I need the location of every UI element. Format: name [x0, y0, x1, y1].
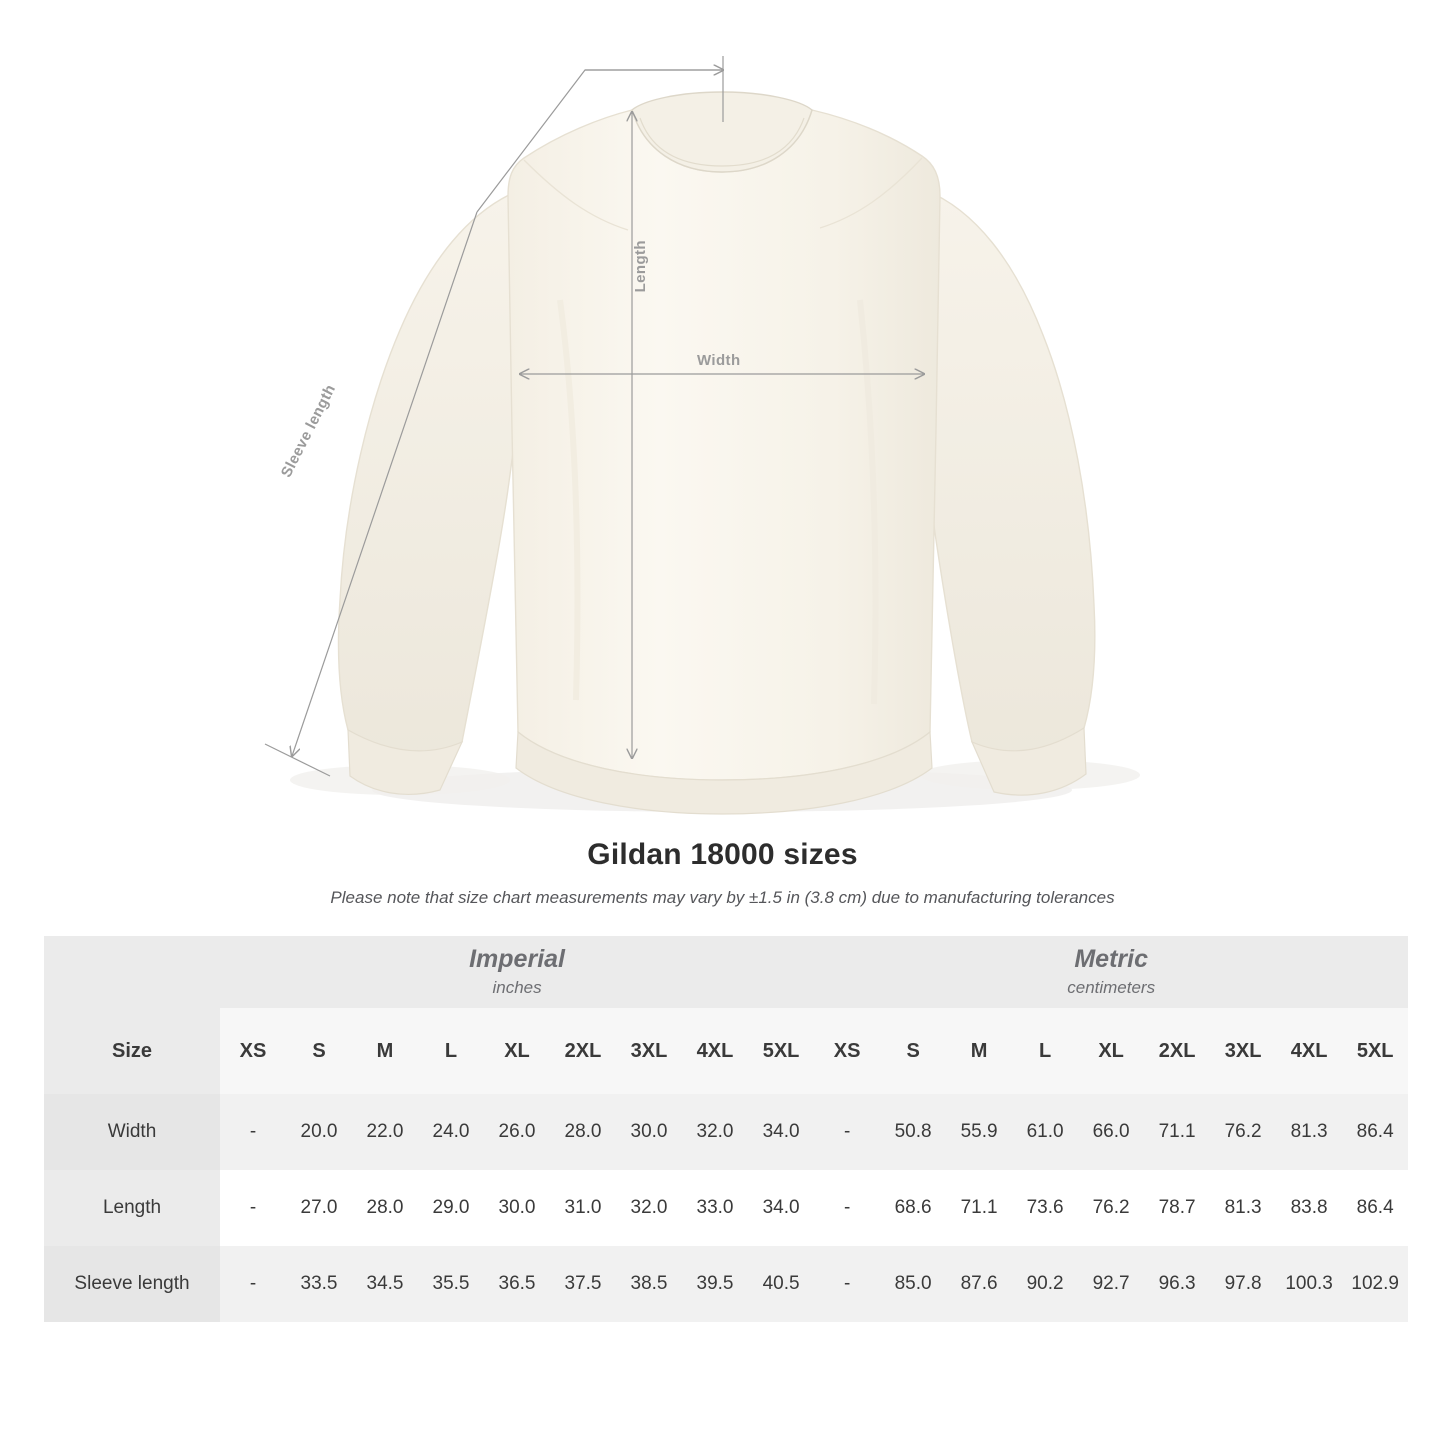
width-metric-xs: - [814, 1094, 880, 1170]
width-imperial-l: 24.0 [418, 1094, 484, 1170]
width-label: Width [697, 352, 741, 369]
header-size-label: Size [44, 1008, 220, 1094]
length-imperial-s: 27.0 [286, 1170, 352, 1246]
unit-header-row [44, 936, 1408, 1008]
length-imperial-xs: - [220, 1170, 286, 1246]
length-imperial-5xl: 34.0 [748, 1170, 814, 1246]
sleeve-imperial-2xl: 37.5 [550, 1246, 616, 1322]
width-imperial-xs: - [220, 1094, 286, 1170]
sleeve-metric-3xl: 97.8 [1210, 1246, 1276, 1322]
sleeve-imperial-4xl: 39.5 [682, 1246, 748, 1322]
size-table-wrapper [44, 936, 1401, 1322]
row-label-width: Width [44, 1094, 220, 1170]
unit-imperial-sub: inches [492, 977, 542, 997]
header-size-metric-m: M [946, 1008, 1012, 1094]
header-size-imperial-xs: XS [220, 1008, 286, 1094]
width-imperial-4xl: 32.0 [682, 1094, 748, 1170]
header-size-imperial-4xl: 4XL [682, 1008, 748, 1094]
header-size-metric-3xl: 3XL [1210, 1008, 1276, 1094]
sleeve-imperial-5xl: 40.5 [748, 1246, 814, 1322]
sleeve-imperial-l: 35.5 [418, 1246, 484, 1322]
table-row-sleeve-length [44, 1246, 1408, 1322]
sleeve-imperial-s: 33.5 [286, 1246, 352, 1322]
length-metric-xs: - [814, 1170, 880, 1246]
length-imperial-m: 28.0 [352, 1170, 418, 1246]
header-size-imperial-5xl: 5XL [748, 1008, 814, 1094]
unit-group-imperial [220, 936, 814, 1008]
unit-corner-cell [44, 936, 220, 1008]
width-imperial-2xl: 28.0 [550, 1094, 616, 1170]
width-metric-4xl: 81.3 [1276, 1094, 1342, 1170]
width-metric-m: 55.9 [946, 1094, 1012, 1170]
length-imperial-2xl: 31.0 [550, 1170, 616, 1246]
length-metric-4xl: 83.8 [1276, 1170, 1342, 1246]
sleeve-metric-2xl: 96.3 [1144, 1246, 1210, 1322]
width-metric-2xl: 71.1 [1144, 1094, 1210, 1170]
right-sleeve [918, 190, 1095, 770]
header-size-imperial-l: L [418, 1008, 484, 1094]
length-imperial-3xl: 32.0 [616, 1170, 682, 1246]
header-size-imperial-3xl: 3XL [616, 1008, 682, 1094]
sleeve-metric-5xl: 102.9 [1342, 1246, 1408, 1322]
header-size-metric-xl: XL [1078, 1008, 1144, 1094]
unit-metric-name: Metric [1074, 945, 1148, 974]
sleeve-end-tick [265, 744, 330, 776]
size-table [44, 936, 1408, 1322]
length-metric-s: 68.6 [880, 1170, 946, 1246]
header-size-imperial-s: S [286, 1008, 352, 1094]
row-label-length: Length [44, 1170, 220, 1246]
width-imperial-s: 20.0 [286, 1094, 352, 1170]
sleeve-metric-l: 90.2 [1012, 1246, 1078, 1322]
header-size-imperial-xl: XL [484, 1008, 550, 1094]
sleeve-imperial-xs: - [220, 1246, 286, 1322]
width-metric-xl: 66.0 [1078, 1094, 1144, 1170]
width-metric-s: 50.8 [880, 1094, 946, 1170]
length-metric-3xl: 81.3 [1210, 1170, 1276, 1246]
sleeve-imperial-m: 34.5 [352, 1246, 418, 1322]
tolerance-note: Please note that size chart measurements may vary by ±1.5 in (3.8 cm) due to manufacturing tolerances [330, 888, 1115, 907]
size-header-row [44, 1008, 1408, 1094]
header-size-imperial-m: M [352, 1008, 418, 1094]
length-metric-m: 71.1 [946, 1170, 1012, 1246]
sleeve-metric-m: 87.6 [946, 1246, 1012, 1322]
unit-metric-sub: centimeters [1067, 977, 1156, 997]
page-title: Gildan 18000 sizes [587, 838, 858, 871]
width-imperial-3xl: 30.0 [616, 1094, 682, 1170]
length-imperial-4xl: 33.0 [682, 1170, 748, 1246]
width-imperial-xl: 26.0 [484, 1094, 550, 1170]
sleeve-imperial-3xl: 38.5 [616, 1246, 682, 1322]
header-size-metric-s: S [880, 1008, 946, 1094]
sleeve-metric-xl: 92.7 [1078, 1246, 1144, 1322]
header-size-metric-l: L [1012, 1008, 1078, 1094]
length-imperial-l: 29.0 [418, 1170, 484, 1246]
length-label: Length [632, 240, 649, 293]
sleeve-imperial-xl: 36.5 [484, 1246, 550, 1322]
length-metric-l: 73.6 [1012, 1170, 1078, 1246]
sleeve-metric-s: 85.0 [880, 1246, 946, 1322]
table-row-length [44, 1170, 1408, 1246]
length-metric-2xl: 78.7 [1144, 1170, 1210, 1246]
unit-imperial-name: Imperial [469, 945, 565, 974]
sleeve-metric-xs: - [814, 1246, 880, 1322]
left-sleeve [338, 190, 524, 770]
unit-group-metric [814, 936, 1408, 1008]
header-size-metric-xs: XS [814, 1008, 880, 1094]
sleeve-length-label: Sleeve length [277, 381, 340, 481]
width-metric-l: 61.0 [1012, 1094, 1078, 1170]
header-size-imperial-2xl: 2XL [550, 1008, 616, 1094]
row-label-sleeve-length: Sleeve length [44, 1246, 220, 1322]
header-size-metric-5xl: 5XL [1342, 1008, 1408, 1094]
sleeve-metric-4xl: 100.3 [1276, 1246, 1342, 1322]
length-metric-5xl: 86.4 [1342, 1170, 1408, 1246]
width-metric-3xl: 76.2 [1210, 1094, 1276, 1170]
length-imperial-xl: 30.0 [484, 1170, 550, 1246]
width-metric-5xl: 86.4 [1342, 1094, 1408, 1170]
table-row-width [44, 1094, 1408, 1170]
length-metric-xl: 76.2 [1078, 1170, 1144, 1246]
width-imperial-5xl: 34.0 [748, 1094, 814, 1170]
header-size-metric-2xl: 2XL [1144, 1008, 1210, 1094]
width-imperial-m: 22.0 [352, 1094, 418, 1170]
title-block [0, 838, 1445, 908]
header-size-metric-4xl: 4XL [1276, 1008, 1342, 1094]
